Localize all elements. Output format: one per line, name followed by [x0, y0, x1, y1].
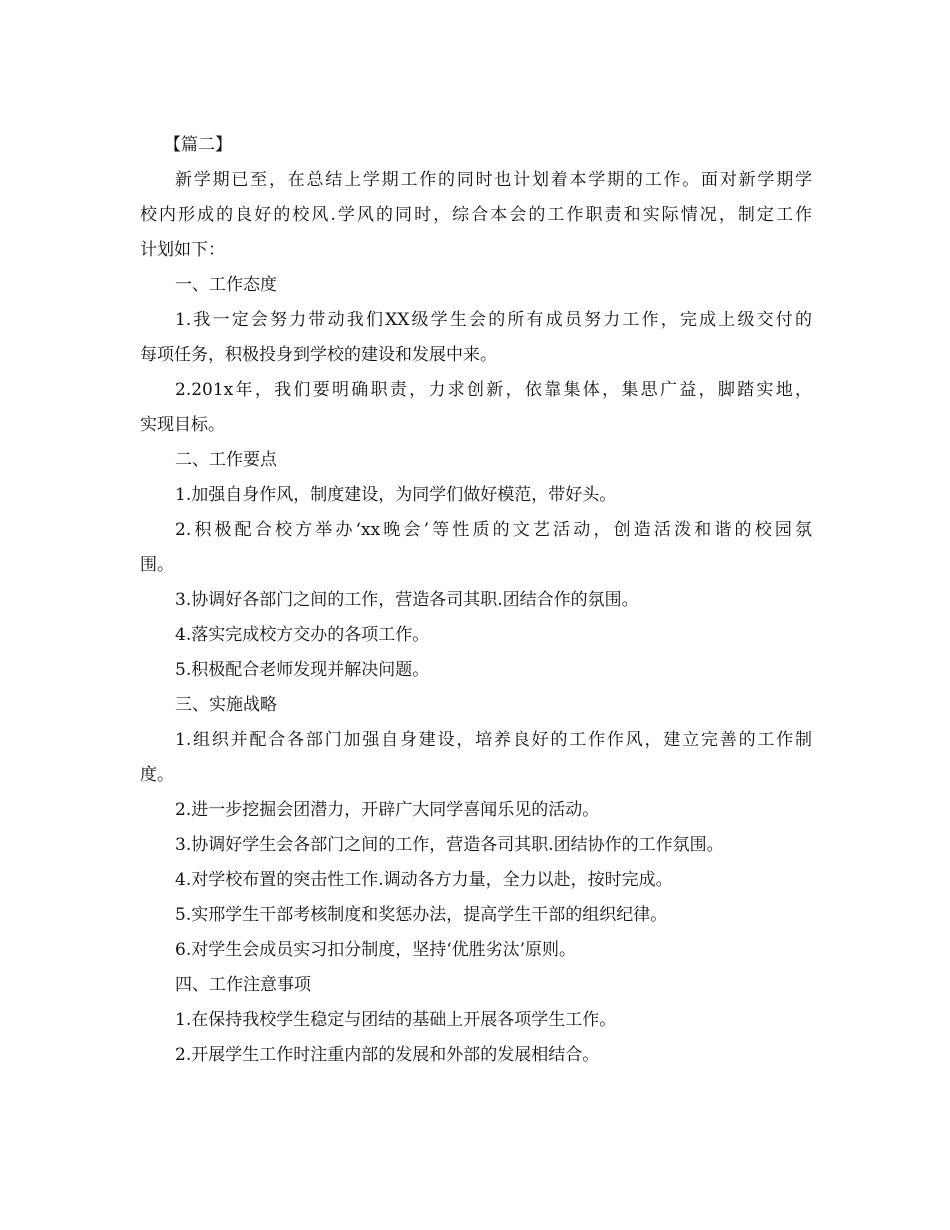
list-item [140, 303, 812, 373]
list-item [140, 513, 812, 583]
text-line: 新学期已至，在总结上学期工作的同时也计划着本学期的工作。面对新学期学 [175, 170, 812, 190]
section-heading: 一、工作态度 [175, 275, 277, 295]
list-item: 1.加强自身作风，制度建设，为同学们做好模范，带好头。 [175, 485, 617, 505]
list-item [140, 723, 812, 793]
list-item: 5.实邢学生干部考核制度和奖惩办法，提高学生干部的组织纪律。 [175, 905, 668, 925]
text-line: 度。 [140, 765, 174, 785]
text-line: 围。 [140, 555, 174, 575]
list-item: 3.协调好学生会各部门之间的工作，营造各司其职.团结协作的工作氛围。 [175, 835, 724, 855]
list-item: 2.开展学生工作时注重内部的发展和外部的发展相结合。 [175, 1045, 600, 1065]
list-item: 3.协调好各部门之间的工作，营造各司其职.团结合作的氛围。 [175, 590, 639, 610]
section-heading: 四、工作注意事项 [175, 975, 311, 995]
list-item: 4.对学校布置的突击性工作.调动各方力量，全力以赴，按时完成。 [175, 870, 673, 890]
text-line: 1.组织并配合各部门加强自身建设，培养良好的工作作风，建立完善的工作制 [175, 730, 812, 750]
section-heading: 二、工作要点 [175, 450, 277, 470]
list-item: 1.在保持我校学生稳定与团结的基础上开展各项学生工作。 [175, 1010, 617, 1030]
text-line: 校内形成的良好的校风.学风的同时，综合本会的工作职责和实际情况，制定工作 [140, 205, 812, 225]
list-item: 4.落实完成校方交办的各项工作。 [175, 625, 430, 645]
list-item: 5.积极配合老师发现并解决问题。 [175, 660, 430, 680]
list-item [140, 373, 812, 443]
section-heading: 三、实施战略 [175, 695, 277, 715]
document-body [140, 128, 812, 1073]
text-line: 计划如下： [140, 240, 225, 260]
section-title: 【篇二】 [164, 135, 232, 155]
text-line: 2.201x年，我们要明确职责，力求创新，依靠集体，集思广益，脚踏实地， [175, 380, 812, 400]
text-line: 1.我一定会努力带动我们XX级学生会的所有成员努力工作，完成上级交付的 [175, 310, 812, 330]
list-item: 2.进一步挖掘会团潜力，开辟广大同学喜闻乐见的活动。 [175, 800, 600, 820]
list-item: 6.对学生会成员实习扣分制度，坚持‘优胜劣汰’原则。 [175, 940, 577, 960]
text-line: 2.积极配合校方举办‘xx晚会’等性质的文艺活动，创造活泼和谐的校园氛 [175, 520, 812, 540]
intro-paragraph [140, 163, 812, 268]
text-line: 实现目标。 [140, 415, 225, 435]
text-line: 每项任务，积极投身到学校的建设和发展中来。 [140, 345, 497, 365]
